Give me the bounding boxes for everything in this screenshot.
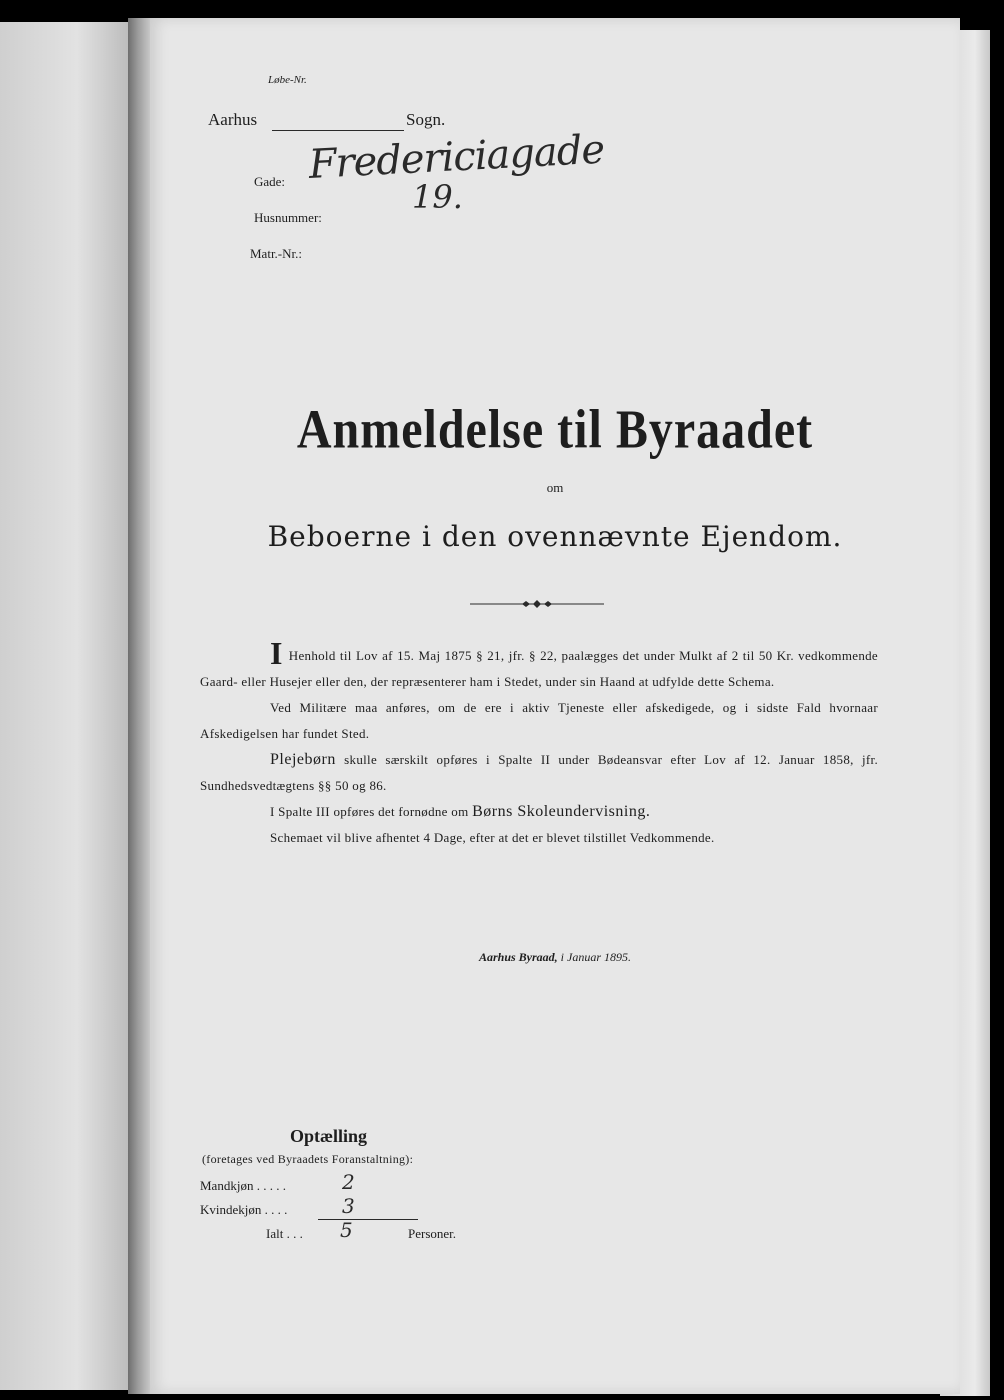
drop-cap: I bbox=[270, 635, 283, 671]
gade-label: Gade: bbox=[254, 174, 286, 189]
signature-line bbox=[150, 950, 960, 965]
skoleundervisning-emphasis: Børns Skoleundervisning. bbox=[472, 803, 651, 820]
paragraph-2: Ved Militære maa anføres, om de ere i aktiv Tjeneste eller afskedigede, og i sidste Fald hvornaar Afskedigelsen har fundet Sted. bbox=[200, 700, 878, 741]
paragraph-1-text: Henhold til Lov af 15. Maj 1875 § 21, jfr. § 22, paalægges det under Mulkt af 2 til 50 Kr. vedkommende Gaard- eller Husejer eller den, der repræsenterer ham i Stedet, under sin Haand at udfylde dette Schema. bbox=[200, 648, 878, 689]
sogn-label: Sogn. bbox=[406, 110, 446, 129]
document-title: Anmeldelse til Byraadet bbox=[296, 399, 814, 461]
document-page bbox=[150, 18, 960, 1394]
left-page-edge bbox=[0, 22, 128, 1390]
husnummer-label: Husnummer: bbox=[254, 210, 322, 225]
instructions-body bbox=[200, 635, 879, 851]
paragraph-1 bbox=[200, 635, 878, 695]
paragraph-3-text: skulle særskilt opføres i Spalte II under Bødeansvar efter Lov af 12. Januar 1858, jfr. Sundhedsvedtægtens §§ 50 og 86. bbox=[200, 752, 879, 793]
sogn-fill-line bbox=[272, 130, 404, 131]
optaelling-title: Optælling bbox=[290, 1126, 368, 1146]
title-connector: om bbox=[546, 480, 564, 495]
optaelling-subtitle: (foretages ved Byraadets Foranstaltning): bbox=[202, 1152, 414, 1166]
ialt-label: Ialt . . . bbox=[266, 1226, 303, 1241]
plejeborn-emphasis: Plejebørn bbox=[270, 751, 336, 768]
husnummer-handwritten-value: 19. bbox=[412, 178, 463, 216]
kvindekjon-value: 3 bbox=[342, 1194, 355, 1218]
paragraph-4-text: I Spalte III opføres det fornødne om bbox=[270, 804, 469, 819]
paragraph-3 bbox=[200, 747, 878, 799]
sum-line bbox=[318, 1219, 418, 1220]
signature-org: Aarhus Byraad, bbox=[478, 950, 558, 964]
aarhus-label: Aarhus bbox=[208, 110, 258, 129]
mandkjon-label: Mandkjøn . . . . . bbox=[200, 1178, 286, 1193]
paragraph-5: Schemaet vil blive afhentet 4 Dage, efter at det er blevet tilstillet Vedkommende. bbox=[270, 830, 715, 845]
mandkjon-value: 2 bbox=[342, 1170, 355, 1194]
signature-date: i Januar 1895. bbox=[560, 950, 632, 964]
ornament-divider bbox=[470, 598, 604, 610]
paragraph-4 bbox=[200, 799, 878, 825]
personer-label: Personer. bbox=[408, 1226, 457, 1241]
lobe-nr-label: Løbe-Nr. bbox=[268, 74, 307, 86]
matr-nr-label: Matr.-Nr.: bbox=[250, 246, 302, 261]
kvindekjon-label: Kvindekjøn . . . . bbox=[200, 1202, 288, 1217]
gade-handwritten-value: Fredericiagade bbox=[307, 126, 606, 188]
document-subtitle: Beboerne i den ovennævnte Ejendom. bbox=[267, 520, 843, 553]
ialt-value: 5 bbox=[340, 1218, 353, 1242]
book-gutter bbox=[128, 18, 152, 1394]
